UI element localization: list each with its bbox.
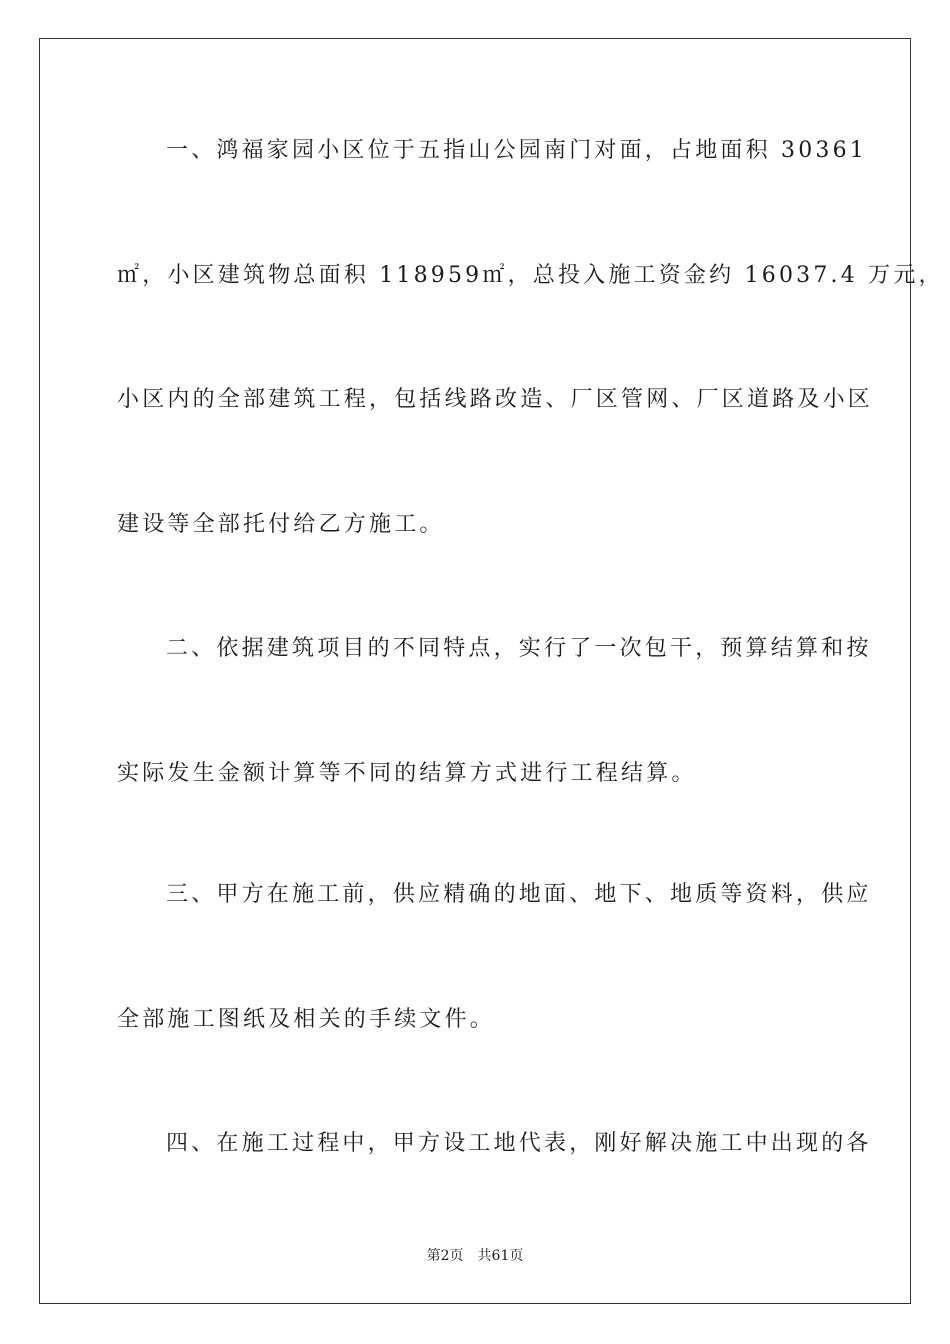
paragraph-3-line-2: 全部施工图纸及相关的手续文件。 [117,1007,496,1032]
paragraph-1-line-2: ㎡，小区建筑物总面积 118959㎡，总投入施工资金约 16037.4 万元， [117,263,944,288]
paragraph-3-line-1: 三、甲方在施工前，供应精确的地面、地下、地质等资料，供应 [166,882,872,907]
paragraph-2-line-1: 二、依据建筑项目的不同特点，实行了一次包干，预算结算和按 [166,636,872,661]
page-number: 第2页 [426,1248,464,1264]
paragraph-1-line-3: 小区内的全部建筑工程，包括线路改造、厂区管网、厂区道路及小区 [117,387,874,412]
paragraph-1-line-1: 一、鸿福家园小区位于五指山公园南门对面，占地面积 30361 [166,138,867,163]
page-footer [0,1246,950,1266]
paragraph-4-line-1: 四、在施工过程中，甲方设工地代表，刚好解决施工中出现的各 [166,1131,872,1156]
page-total: 共61页 [477,1248,524,1264]
paragraph-1-line-4: 建设等全部托付给乙方施工。 [117,512,445,537]
page-border [39,38,911,1304]
paragraph-2-line-2: 实际发生金额计算等不同的结算方式进行工程结算。 [117,761,697,786]
